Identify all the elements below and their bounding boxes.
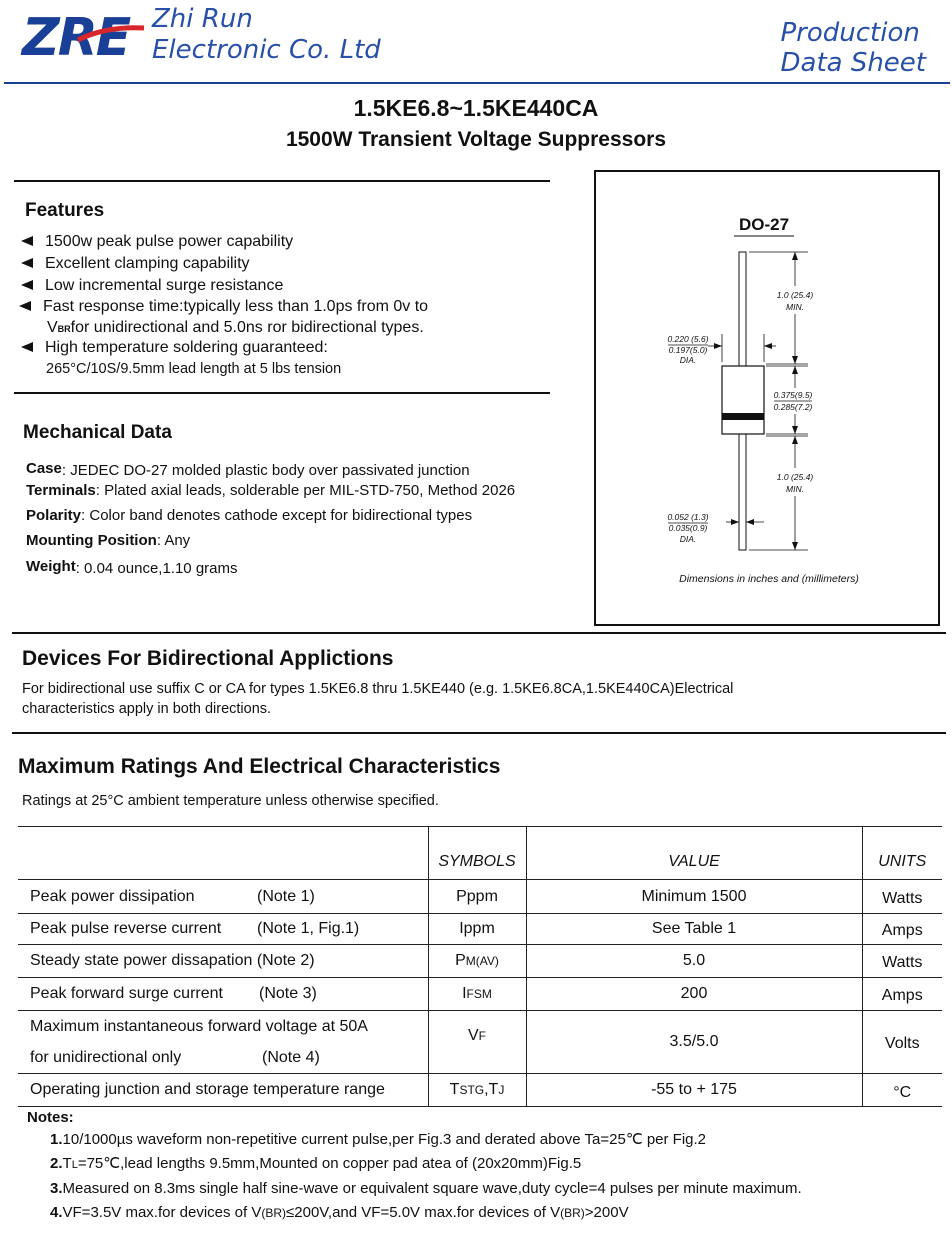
mech-row-polarity: Polarity: Color band denotes cathode except for bidirectional types xyxy=(26,507,473,524)
feature-item-continuation: 265°C/10S/9.5mm lead length at 5 lbs tension xyxy=(46,361,342,377)
features-bottom-rule xyxy=(14,392,550,394)
svg-text:0.220 (5.6): 0.220 (5.6) xyxy=(667,334,709,344)
header-rule xyxy=(4,82,950,84)
col-symbols: SYMBOLS xyxy=(428,827,526,880)
company-line-1: Zhi Run xyxy=(152,4,253,34)
doc-type-line-1: Production xyxy=(780,18,920,48)
note-1: 1.10/1000µs waveform non-repetitive current pulse,per Fig.3 and derated above Ta=25℃ per Fig.2 xyxy=(50,1131,707,1148)
doc-type-line-2: Data Sheet xyxy=(780,48,926,78)
bidirectional-text: For bidirectional use suffix C or CA for types 1.5KE6.8 thru 1.5KE440 (e.g. 1.5KE6.8CA,1.5KE440CA)Electrical characteristics apply in both directions. xyxy=(22,681,734,717)
svg-text:0.197(5.0): 0.197(5.0) xyxy=(668,345,708,355)
feature-item-continuation: VBRfor unidirectional and 5.0ns ror bidirectional types. xyxy=(47,319,424,336)
features-top-rule xyxy=(14,180,550,182)
feature-item: High temperature soldering guaranteed: xyxy=(45,338,555,359)
feature-item: Fast response time:typically less than 1.0ps from 0v to xyxy=(43,297,553,318)
package-name: DO-27 xyxy=(738,215,790,234)
table-row: Peak forward surge current (Note 3) IFSM 200 Amps xyxy=(18,978,942,1011)
logo-swoosh-icon xyxy=(76,24,146,44)
note-3: 3.Measured on 8.3ms single half sine-wave or equivalent square wave,duty cycle=4 pulses per minute maximum. xyxy=(50,1180,802,1197)
col-units: UNITS xyxy=(862,827,942,880)
part-range-title: 1.5KE6.8~1.5KE440CA xyxy=(353,95,599,121)
svg-text:0.035(0.9): 0.035(0.9) xyxy=(668,523,708,533)
arrow-bullet-icon xyxy=(21,236,33,246)
ratings-top-rule xyxy=(12,732,946,734)
svg-text:DIA.: DIA. xyxy=(679,355,697,365)
features-heading: Features xyxy=(25,200,105,221)
ratings-table xyxy=(18,826,942,1107)
notes-list xyxy=(50,1128,802,1225)
cathode-band xyxy=(722,413,764,420)
svg-text:1.0 (25.4): 1.0 (25.4) xyxy=(776,290,814,300)
arrow-bullet-icon xyxy=(21,280,33,290)
svg-text:0.375(9.5): 0.375(9.5) xyxy=(773,390,813,400)
note-4: 4.VF=3.5V max.for devices of V(BR)≤200V,and VF=5.0V max.for devices of V(BR)>200V xyxy=(50,1204,629,1221)
table-row: Peak power dissipation (Note 1) Pppm Minimum 1500 Watts xyxy=(18,880,942,914)
doc-type xyxy=(780,18,926,78)
bidirectional-top-rule xyxy=(12,632,946,634)
product-subtitle: 1500W Transient Voltage Suppressors xyxy=(285,128,667,151)
svg-text:MIN.: MIN. xyxy=(786,484,804,494)
col-value: VALUE xyxy=(526,827,862,880)
mech-row-case: Case: JEDEC DO-27 molded plastic body over passivated junction xyxy=(26,460,470,479)
mech-row-terminals: Terminals: Plated axial leads, solderable per MIL-STD-750, Method 2026 xyxy=(26,482,516,499)
mech-row-weight: Weight: 0.04 ounce,1.10 grams xyxy=(26,558,238,577)
table-row: Steady state power dissapation (Note 2) PM(AV) 5.0 Watts xyxy=(18,945,942,978)
ratings-heading: Maximum Ratings And Electrical Characteristics xyxy=(18,755,501,778)
svg-text:0.052 (1.3): 0.052 (1.3) xyxy=(667,512,709,522)
ratings-subheading: Ratings at 25°C ambient temperature unless otherwise specified. xyxy=(22,793,439,809)
table-row: Maximum instantaneous forward voltage at 50A for unidirectional only (Note 4) VF 3.5/5.0 Volts xyxy=(18,1011,942,1074)
do27-package-drawing xyxy=(596,172,938,624)
svg-text:1.0 (25.4): 1.0 (25.4) xyxy=(776,472,814,482)
diode-body xyxy=(722,366,764,434)
feature-item: Low incremental surge resistance xyxy=(45,276,555,297)
company-line-2: Electronic Co. Ltd xyxy=(152,35,381,65)
bottom-lead xyxy=(739,434,746,550)
bidirectional-heading: Devices For Bidirectional Applictions xyxy=(22,647,394,670)
table-row: Peak pulse reverse current (Note 1, Fig.1) Ippm See Table 1 Amps xyxy=(18,914,942,945)
mechanical-heading: Mechanical Data xyxy=(23,422,172,443)
svg-text:DIA.: DIA. xyxy=(679,534,697,544)
table-header-row xyxy=(18,827,942,880)
svg-text:0.285(7.2): 0.285(7.2) xyxy=(773,402,813,412)
company-name xyxy=(152,4,381,66)
arrow-bullet-icon xyxy=(21,342,33,352)
dimensions-caption: Dimensions in inches and (millimeters) xyxy=(679,573,859,585)
svg-text:MIN.: MIN. xyxy=(786,302,804,312)
mech-row-mounting: Mounting Position: Any xyxy=(26,532,191,549)
feature-item: 1500w peak pulse power capability xyxy=(45,232,555,254)
top-lead xyxy=(739,252,746,366)
arrow-bullet-icon xyxy=(21,258,33,268)
logo-text: ZRE xyxy=(22,8,130,68)
notes-heading: Notes: xyxy=(27,1109,74,1126)
arrow-bullet-icon xyxy=(19,301,31,311)
features-list xyxy=(45,232,555,379)
note-2: 2.TL=75℃,lead lengths 9.5mm,Mounted on copper pad atea of (20x20mm)Fig.5 xyxy=(50,1155,582,1172)
table-row: Operating junction and storage temperature range TSTG,TJ -55 to + 175 °C xyxy=(18,1074,942,1107)
feature-item: Excellent clamping capability xyxy=(45,254,555,276)
